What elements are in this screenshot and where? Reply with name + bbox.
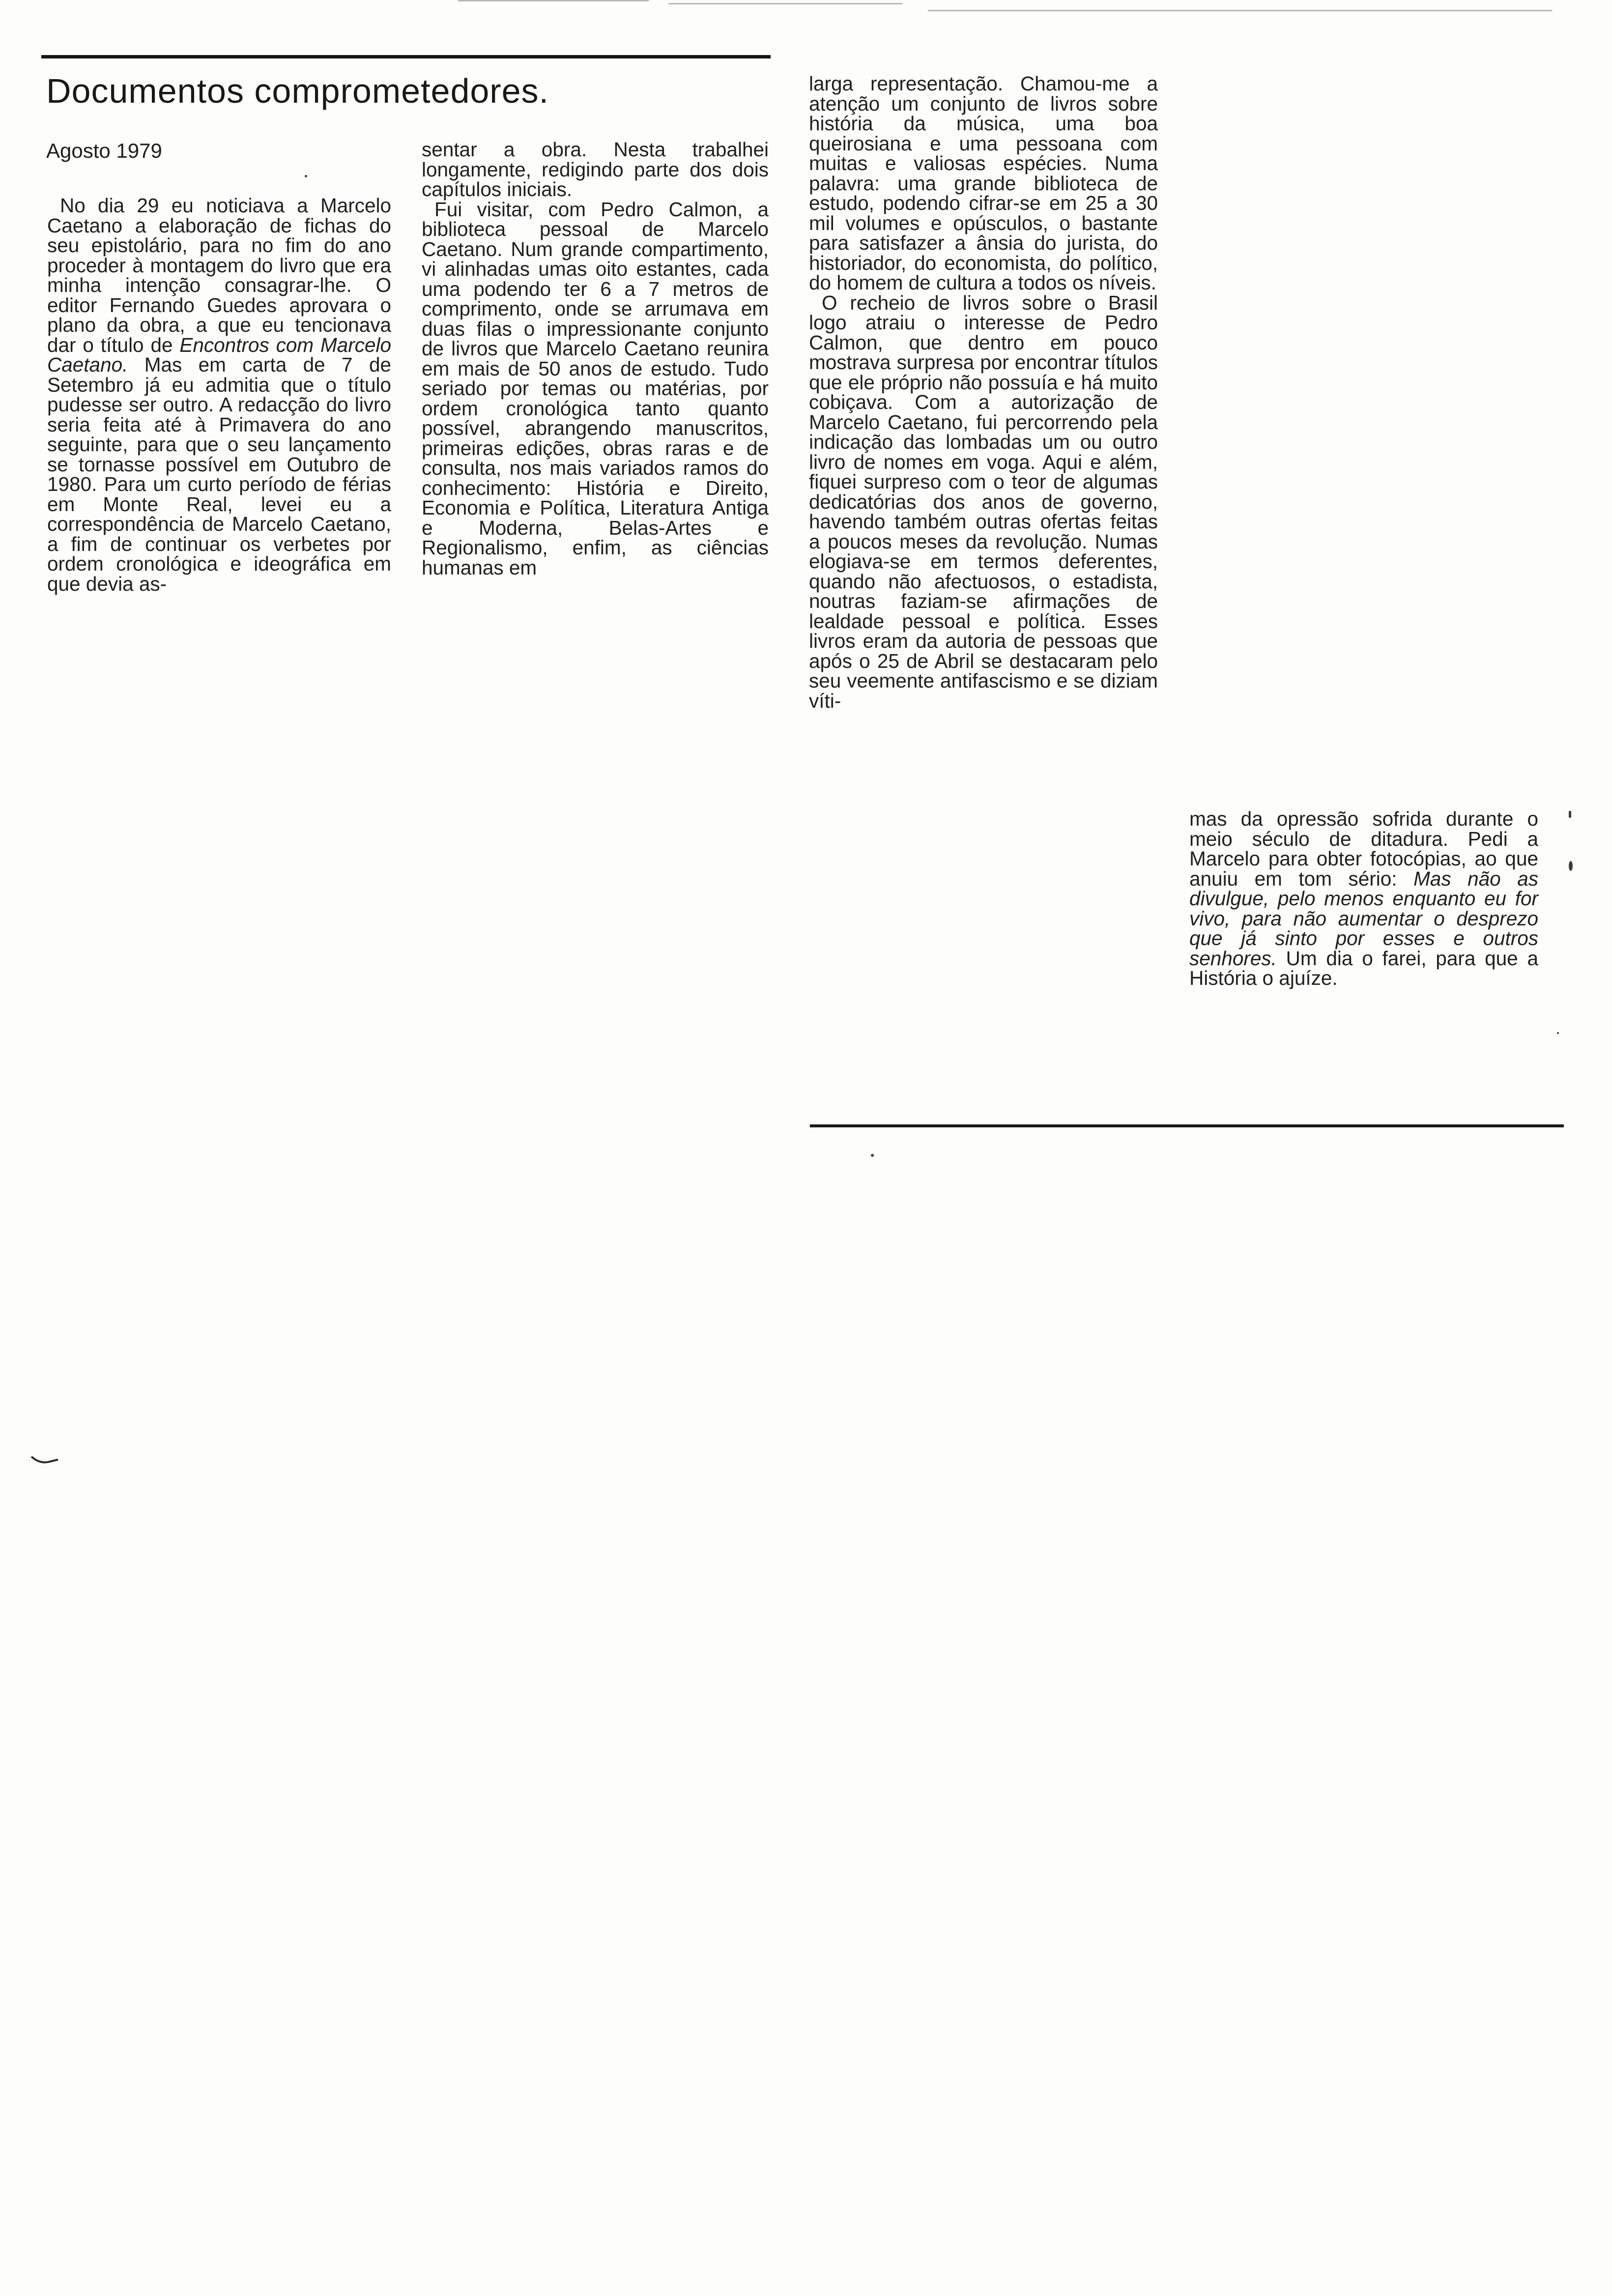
text-column-1 <box>47 196 391 594</box>
paragraph-text: mas da opressão sofrida durante o meio século de ditadura. Pedi a Marcelo para obter fotocópias, ao que anuiu em tom sério: <box>1189 807 1538 890</box>
text-column-3 <box>809 74 1158 711</box>
article-end-rule <box>810 1124 1564 1127</box>
paragraph <box>1189 809 1538 988</box>
paragraph-text: No dia 29 eu noticiava a Marcelo Caetano a elaboração de fichas do seu epistolário, para no fim do ano proceder à montagem do livro que era minha intenção consagrar-lhe. O editor Fernando Guedes aprovara o plano da obra, a que eu tencionava dar o título de <box>47 194 391 356</box>
scan-edge-line <box>668 3 902 4</box>
paragraph: larga representação. Chamou-me a atenção um conjunto de livros sobre história da música, uma boa queirosiana e uma pessoana com muitas e valiosas espécies. Numa palavra: uma grande biblioteca de estudo, podendo cifrar-se em 25 a 30 mil volumes e opúsculos, o bastante para satisfazer a ânsia do jurista, do historiador, do economista, do político, do homem de cultura a todos os níveis. <box>809 72 1158 294</box>
book-title-italic: Encontros com Marcelo Caetano. <box>47 333 391 376</box>
scan-speck <box>871 1154 874 1157</box>
scan-speck <box>305 175 307 177</box>
paragraph: sentar a obra. Nesta trabalhei longamente, redigindo parte dos dois capítulos iniciais. <box>422 138 769 201</box>
paragraph-text: Mas em carta de 7 de Setembro já eu admitia que o título pudesse ser outro. A redacção do livro seria feita até à Primavera do ano seguinte, para que o seu lançamento se tornasse possível em Outubro de 1980. Para um curto período de férias em Monte Real, levei eu a correspondência de Marcelo Caetano, a fim de continuar os verbetes por ordem cronológica e ideográfica em que devia as- <box>47 353 391 595</box>
article-date: Agosto 1979 <box>46 139 162 162</box>
article-title: Documentos comprometedores. <box>46 72 549 110</box>
quote-italic: Mas não as divulgue, pelo menos enquanto eu for vivo, para não aumentar o desprezo que já sinto por esses e outros senhores. <box>1189 867 1538 970</box>
paragraph: Fui visitar, com Pedro Calmon, a biblioteca pessoal de Marcelo Caetano. Num grande compartimento, vi alinhadas umas oito estantes, cada uma podendo ter 6 a 7 metros de comprimento, onde se arrumava em duas filas o impressionante conjunto de livros que Marcelo Caetano reunira em mais de 50 anos de estudo. Tudo seriado por temas ou matérias, por ordem cronológica tanto quanto possível, abrangendo manuscritos, primeiras edições, obras raras e de consulta, nos mais variados ramos do conhecimento: História e Direito, Economia e Política, Literatura Antiga e Moderna, Belas-Artes e Regionalismo, enfim, as ciências humanas em <box>422 198 769 579</box>
text-column-4 <box>1189 809 1538 988</box>
headline-rule <box>41 55 771 58</box>
scan-mark <box>30 1455 60 1465</box>
scan-edge-line <box>458 0 649 1</box>
paragraph: O recheio de livros sobre o Brasil logo atraiu o interesse de Pedro Calmon, que dentro em pouco mostrava surpresa por encontrar títulos que ele próprio não possuía e há muito cobiçava. Com a autorização de Marcelo Caetano, fui percorrendo pela indicação das lombadas um ou outro livro de nomes em voga. Aqui e além, fiquei surpreso com o teor de algumas dedicatórias dos anos de governo, havendo também outras ofertas feitas a poucos meses da revolução. Numas elogiava-se em termos deferentes, quando não afectuosos, o estadista, noutras faziam-se afirmações de lealdade pessoal e política. Esses livros eram da autoria de pessoas que após o 25 de Abril se destacaram pelo seu veemente antifascismo e se diziam víti- <box>809 291 1158 712</box>
scan-speck <box>1557 1032 1559 1034</box>
paragraph-text: Um dia o farei, para que a História o ajuíze. <box>1189 947 1538 989</box>
text-column-2 <box>422 140 769 577</box>
paragraph <box>47 196 391 594</box>
scan-edge-line <box>928 10 1552 11</box>
scan-speck <box>1569 811 1571 818</box>
scan-speck <box>1569 861 1573 871</box>
